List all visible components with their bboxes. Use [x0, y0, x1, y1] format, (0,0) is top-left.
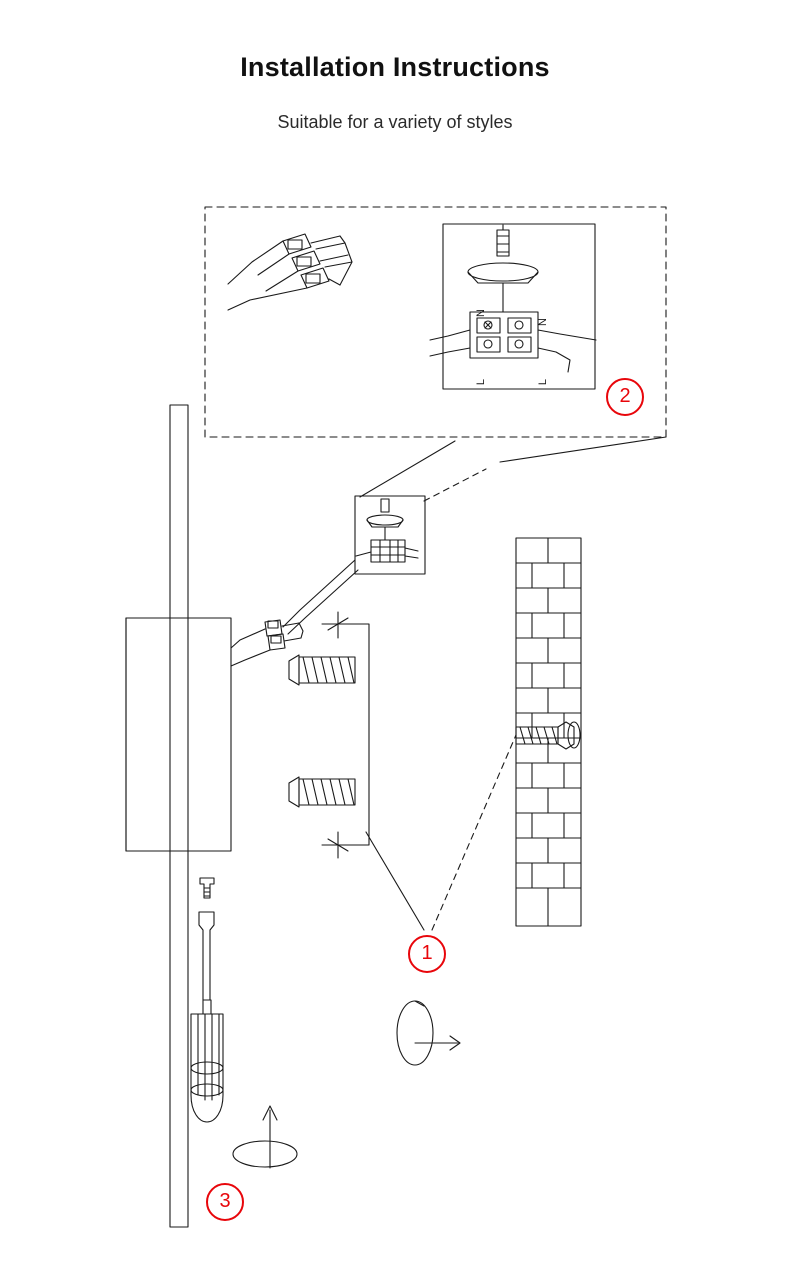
step1-leader-lines — [366, 735, 516, 930]
step-badge-1: 1 — [408, 935, 446, 973]
terminal-label-n-left: N — [475, 309, 487, 317]
rotate-clockwise-arrow-icon — [397, 1001, 460, 1065]
page-title: Installation Instructions — [240, 52, 550, 82]
page-subtitle: Suitable for a variety of styles — [277, 112, 513, 132]
step2-detail-panel — [205, 207, 666, 437]
rotate-up-arrow-icon — [233, 1106, 297, 1168]
terminal-label-l-left: L — [475, 378, 487, 386]
mounting-bracket — [322, 612, 369, 858]
step2-leader-lines — [360, 437, 666, 501]
wall-lamp-body — [126, 405, 231, 1227]
screwdriver — [191, 912, 223, 1122]
step2-junction-box-detail — [430, 224, 596, 389]
junction-to-lamp-wires — [283, 560, 358, 634]
brick-wall — [516, 538, 581, 926]
wire-connector-detail — [228, 234, 352, 310]
small-screw-icon — [200, 878, 214, 898]
step-badge-2: 2 — [606, 378, 644, 416]
terminal-label-n-right: N — [537, 318, 549, 326]
terminal-label-l-right: L — [537, 378, 549, 386]
junction-box-small — [355, 496, 425, 574]
step-badge-3: 3 — [206, 1183, 244, 1221]
expansion-screws — [289, 655, 355, 807]
